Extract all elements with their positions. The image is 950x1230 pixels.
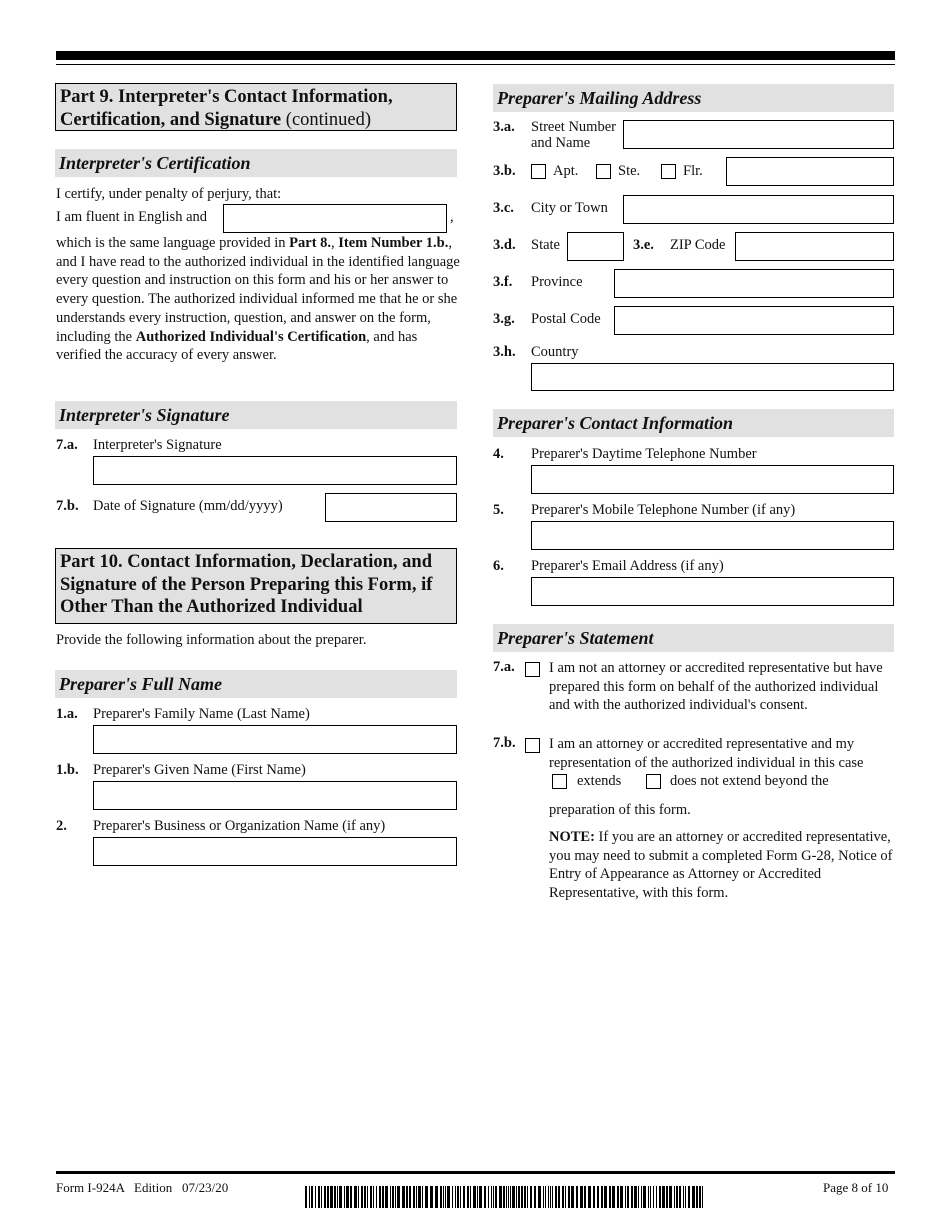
item-2-number: 2. bbox=[56, 818, 67, 834]
certification-paragraph: which is the same language provided in Part 8., Item Number 1.b., and I have read to the authorized individual in the identified language every question and instruction on this form and his or her answer to every question. The authorized individual informed me that he or she understands every instruction, question, and answer on the form, including the Authorized Individual's Certification, and has verified the accuracy of every answer. bbox=[56, 235, 460, 364]
not-attorney-text: I am not an attorney or accredited representative but have prepared this form on behalf of the authorized individual and with the authorized individual's consent. bbox=[549, 660, 883, 714]
family-name-input[interactable] bbox=[93, 725, 457, 754]
barcode-bar bbox=[321, 1186, 322, 1208]
barcode-bar bbox=[350, 1186, 352, 1208]
province-label: Province bbox=[531, 274, 583, 290]
barcode-bar bbox=[634, 1186, 637, 1208]
barcode-bar bbox=[674, 1186, 675, 1208]
item-7b-statement-number: 7.b. bbox=[493, 735, 516, 751]
zip-label: ZIP Code bbox=[670, 237, 726, 253]
barcode-bar bbox=[495, 1186, 497, 1208]
top-rule-thick bbox=[56, 51, 895, 60]
item-2-label: Preparer's Business or Organization Name (if any) bbox=[93, 818, 386, 834]
street-input[interactable] bbox=[623, 120, 894, 149]
barcode-bar bbox=[305, 1186, 307, 1208]
given-name-input[interactable] bbox=[93, 781, 457, 810]
mobile-phone-label: Preparer's Mobile Telephone Number (if any) bbox=[531, 502, 796, 518]
item-1b-label: Preparer's Given Name (First Name) bbox=[93, 762, 306, 778]
barcode-bar bbox=[696, 1186, 698, 1208]
barcode-bar bbox=[445, 1186, 446, 1208]
item-3f-number: 3.f. bbox=[493, 274, 513, 290]
barcode-bar bbox=[339, 1186, 342, 1208]
item-3g-number: 3.g. bbox=[493, 311, 515, 327]
barcode-bar bbox=[512, 1186, 515, 1208]
barcode-bar bbox=[510, 1186, 511, 1208]
barcode-bar bbox=[688, 1186, 690, 1208]
barcode-bar bbox=[643, 1186, 646, 1208]
barcode-bar bbox=[527, 1186, 528, 1208]
barcode-bar bbox=[493, 1186, 494, 1208]
language-input[interactable] bbox=[223, 204, 447, 233]
barcode-bar bbox=[508, 1186, 509, 1208]
interpreter-signature-heading: Interpreter's Signature bbox=[55, 401, 457, 429]
item-3c-number: 3.c. bbox=[493, 200, 514, 216]
unit-number-input[interactable] bbox=[726, 157, 894, 186]
barcode-bar bbox=[457, 1186, 459, 1208]
email-label: Preparer's Email Address (if any) bbox=[531, 558, 724, 574]
state-select[interactable] bbox=[567, 232, 624, 261]
barcode-bar bbox=[625, 1186, 626, 1208]
street-label-line1: Street Number bbox=[531, 119, 616, 135]
extends-label: extends bbox=[577, 773, 622, 789]
flr-checkbox[interactable] bbox=[661, 164, 676, 179]
country-input[interactable] bbox=[531, 363, 894, 391]
item-7a-number: 7.a. bbox=[56, 437, 78, 453]
barcode-bar bbox=[518, 1186, 520, 1208]
email-input[interactable] bbox=[531, 577, 894, 606]
barcode-bar bbox=[650, 1186, 651, 1208]
barcode-bar bbox=[334, 1186, 336, 1208]
mobile-phone-input[interactable] bbox=[531, 521, 894, 550]
barcode-bar bbox=[422, 1186, 423, 1208]
barcode-bar bbox=[548, 1186, 549, 1208]
part10-intro: Provide the following information about the preparer. bbox=[56, 632, 367, 648]
item-7a-label: Interpreter's Signature bbox=[93, 437, 222, 453]
barcode-bar bbox=[376, 1186, 377, 1208]
barcode-bar bbox=[390, 1186, 391, 1208]
barcode-bar bbox=[467, 1186, 469, 1208]
business-name-input[interactable] bbox=[93, 837, 457, 866]
daytime-phone-input[interactable] bbox=[531, 465, 894, 494]
barcode-bar bbox=[679, 1186, 681, 1208]
barcode-bar bbox=[402, 1186, 405, 1208]
barcode-bar bbox=[379, 1186, 381, 1208]
street-label-line2: and Name bbox=[531, 135, 591, 151]
barcode-bar bbox=[662, 1186, 665, 1208]
postal-code-label: Postal Code bbox=[531, 311, 601, 327]
preparation-text: preparation of this form. bbox=[549, 802, 691, 818]
item-3d-number: 3.d. bbox=[493, 237, 516, 253]
certify-line: I certify, under penalty of perjury, that: bbox=[56, 186, 282, 202]
barcode-bar bbox=[416, 1186, 417, 1208]
item-1a-number: 1.a. bbox=[56, 706, 78, 722]
barcode-bar bbox=[425, 1186, 428, 1208]
barcode-bar bbox=[455, 1186, 456, 1208]
barcode-bar bbox=[659, 1186, 661, 1208]
barcode-bar bbox=[473, 1186, 476, 1208]
ste-checkbox[interactable] bbox=[596, 164, 611, 179]
barcode-bar bbox=[521, 1186, 523, 1208]
barcode-bar bbox=[524, 1186, 526, 1208]
barcode-bar bbox=[484, 1186, 486, 1208]
barcode-bar bbox=[576, 1186, 578, 1208]
extends-checkbox[interactable] bbox=[552, 774, 567, 789]
barcode-bar bbox=[656, 1186, 657, 1208]
barcode-bar bbox=[597, 1186, 599, 1208]
barcode-bar bbox=[685, 1186, 686, 1208]
barcode-bar bbox=[395, 1186, 396, 1208]
barcode-bar bbox=[669, 1186, 672, 1208]
barcode-bar bbox=[406, 1186, 408, 1208]
barcode-bar bbox=[653, 1186, 654, 1208]
barcode-bar bbox=[550, 1186, 551, 1208]
barcode-bar bbox=[460, 1186, 461, 1208]
barcode-bar bbox=[604, 1186, 607, 1208]
barcode-bar bbox=[477, 1186, 478, 1208]
barcode-bar bbox=[530, 1186, 532, 1208]
barcode-bar bbox=[346, 1186, 349, 1208]
flr-label: Flr. bbox=[683, 163, 703, 179]
barcode-bar bbox=[470, 1186, 471, 1208]
barcode-bar bbox=[315, 1186, 316, 1208]
part10-title: Part 10. Contact Information, Declaration, and Signature of the Person Preparing this Form, if Other Than the Authorized Individual bbox=[55, 548, 457, 624]
item-7b-label: Date of Signature (mm/dd/yyyy) bbox=[93, 498, 283, 514]
barcode-bar bbox=[516, 1186, 517, 1208]
barcode-bar bbox=[327, 1186, 329, 1208]
barcode-bar bbox=[392, 1186, 394, 1208]
not-attorney-checkbox[interactable] bbox=[525, 662, 540, 677]
barcode-bar bbox=[382, 1186, 384, 1208]
signature-date-field[interactable] bbox=[325, 493, 457, 522]
state-label: State bbox=[531, 237, 560, 253]
barcode-bar bbox=[503, 1186, 505, 1208]
item-1a-label: Preparer's Family Name (Last Name) bbox=[93, 706, 310, 722]
item-3a-number: 3.a. bbox=[493, 119, 515, 135]
item-3e-number: 3.e. bbox=[633, 237, 654, 253]
daytime-phone-label: Preparer's Daytime Telephone Number bbox=[531, 446, 757, 462]
barcode-bar bbox=[534, 1186, 536, 1208]
barcode-bar bbox=[617, 1186, 619, 1208]
barcode-bar bbox=[337, 1186, 338, 1208]
barcode-bar bbox=[666, 1186, 668, 1208]
barcode-bar bbox=[435, 1186, 438, 1208]
barcode-bar bbox=[558, 1186, 560, 1208]
barcode-bar bbox=[552, 1186, 553, 1208]
note-paragraph: NOTE: If you are an attorney or accredited representative, you may need to submit a completed Form G-28, Notice of Entry of Appearance as Attorney or Accredited Representative, with this form. bbox=[549, 829, 893, 902]
part9-title: Part 9. Interpreter's Contact Information, Certification, and Signature (continued) bbox=[55, 83, 457, 131]
barcode-bar bbox=[702, 1186, 703, 1208]
preparer-statement-heading: Preparer's Statement bbox=[493, 624, 894, 652]
barcode-bar bbox=[447, 1186, 450, 1208]
barcode-bar bbox=[641, 1186, 642, 1208]
interpreter-signature-field[interactable] bbox=[93, 456, 457, 485]
barcode-bar bbox=[588, 1186, 591, 1208]
barcode-bar bbox=[354, 1186, 357, 1208]
interpreter-certification-heading: Interpreter's Certification bbox=[55, 149, 457, 177]
barcode-bar bbox=[543, 1186, 544, 1208]
province-input[interactable] bbox=[614, 269, 894, 298]
barcode-bar bbox=[555, 1186, 557, 1208]
barcode-bar bbox=[397, 1186, 400, 1208]
barcode-bar bbox=[638, 1186, 639, 1208]
barcode-bar bbox=[463, 1186, 465, 1208]
barcode-bar bbox=[506, 1186, 507, 1208]
barcode-bar bbox=[440, 1186, 442, 1208]
form-edition: Form I-924A Edition 07/23/20 bbox=[56, 1180, 229, 1195]
barcode-bar bbox=[409, 1186, 411, 1208]
zip-input[interactable] bbox=[735, 232, 894, 261]
barcode-bar bbox=[620, 1186, 623, 1208]
barcode-bar bbox=[309, 1186, 310, 1208]
barcode-bar bbox=[430, 1186, 433, 1208]
attorney-text: I am an attorney or accredited representative and my representation of the authorized individual in this case bbox=[549, 736, 864, 771]
barcode-bar bbox=[344, 1186, 345, 1208]
top-rule-thin bbox=[56, 64, 895, 65]
barcode-bar bbox=[612, 1186, 615, 1208]
postal-code-input[interactable] bbox=[614, 306, 894, 335]
barcode-bar bbox=[676, 1186, 678, 1208]
barcode-bar bbox=[385, 1186, 388, 1208]
barcode-bar bbox=[491, 1186, 492, 1208]
barcode-bar bbox=[627, 1186, 629, 1208]
barcode-bar bbox=[358, 1186, 359, 1208]
page-number: Page 8 of 10 bbox=[823, 1180, 889, 1195]
barcode-bar bbox=[373, 1186, 374, 1208]
barcode-bar bbox=[565, 1186, 566, 1208]
item-5-number: 5. bbox=[493, 502, 504, 518]
barcode-bar bbox=[311, 1186, 313, 1208]
item-6-number: 6. bbox=[493, 558, 504, 574]
barcode-bar bbox=[324, 1186, 326, 1208]
preparer-full-name-heading: Preparer's Full Name bbox=[55, 670, 457, 698]
barcode-bar bbox=[443, 1186, 444, 1208]
item-7a-statement-number: 7.a. bbox=[493, 659, 515, 675]
item-1b-number: 1.b. bbox=[56, 762, 79, 778]
barcode-bar bbox=[499, 1186, 502, 1208]
not-extend-checkbox[interactable] bbox=[646, 774, 661, 789]
city-input[interactable] bbox=[623, 195, 894, 224]
barcode-bar bbox=[370, 1186, 372, 1208]
footer-rule bbox=[56, 1171, 895, 1174]
barcode-bar bbox=[479, 1186, 482, 1208]
barcode-bar bbox=[571, 1186, 574, 1208]
barcode-bar bbox=[330, 1186, 333, 1208]
apt-label: Apt. bbox=[553, 163, 579, 179]
item-3h-number: 3.h. bbox=[493, 344, 516, 360]
contact-info-heading: Preparer's Contact Information bbox=[493, 409, 894, 437]
country-label: Country bbox=[531, 344, 579, 360]
barcode-bar bbox=[545, 1186, 546, 1208]
item-3b-number: 3.b. bbox=[493, 163, 516, 179]
item-4-number: 4. bbox=[493, 446, 504, 462]
barcode-bar bbox=[413, 1186, 415, 1208]
barcode-bar bbox=[568, 1186, 570, 1208]
barcode-bar bbox=[699, 1186, 701, 1208]
ste-label: Ste. bbox=[618, 163, 641, 179]
apt-checkbox[interactable] bbox=[531, 164, 546, 179]
not-extend-label: does not extend beyond the bbox=[670, 773, 829, 789]
barcode-bar bbox=[609, 1186, 611, 1208]
barcode-bar bbox=[367, 1186, 368, 1208]
barcode-bar bbox=[361, 1186, 363, 1208]
barcode-bar bbox=[418, 1186, 421, 1208]
barcode-bar bbox=[648, 1186, 649, 1208]
item-7b-number: 7.b. bbox=[56, 498, 79, 514]
barcode-bar bbox=[364, 1186, 366, 1208]
attorney-checkbox[interactable] bbox=[525, 738, 540, 753]
barcode-bar bbox=[318, 1186, 320, 1208]
barcode-bar bbox=[452, 1186, 453, 1208]
fluent-label: I am fluent in English and bbox=[56, 209, 208, 225]
mailing-address-heading: Preparer's Mailing Address bbox=[493, 84, 894, 112]
city-label: City or Town bbox=[531, 200, 608, 216]
barcode-bar bbox=[488, 1186, 489, 1208]
barcode-bar bbox=[692, 1186, 695, 1208]
barcode-bar bbox=[584, 1186, 586, 1208]
barcode bbox=[305, 1186, 711, 1208]
barcode-bar bbox=[631, 1186, 633, 1208]
barcode-bar bbox=[538, 1186, 541, 1208]
barcode-bar bbox=[593, 1186, 595, 1208]
barcode-bar bbox=[580, 1186, 583, 1208]
fluent-comma: , bbox=[450, 209, 454, 225]
barcode-bar bbox=[562, 1186, 564, 1208]
barcode-bar bbox=[601, 1186, 603, 1208]
barcode-bar bbox=[683, 1186, 684, 1208]
